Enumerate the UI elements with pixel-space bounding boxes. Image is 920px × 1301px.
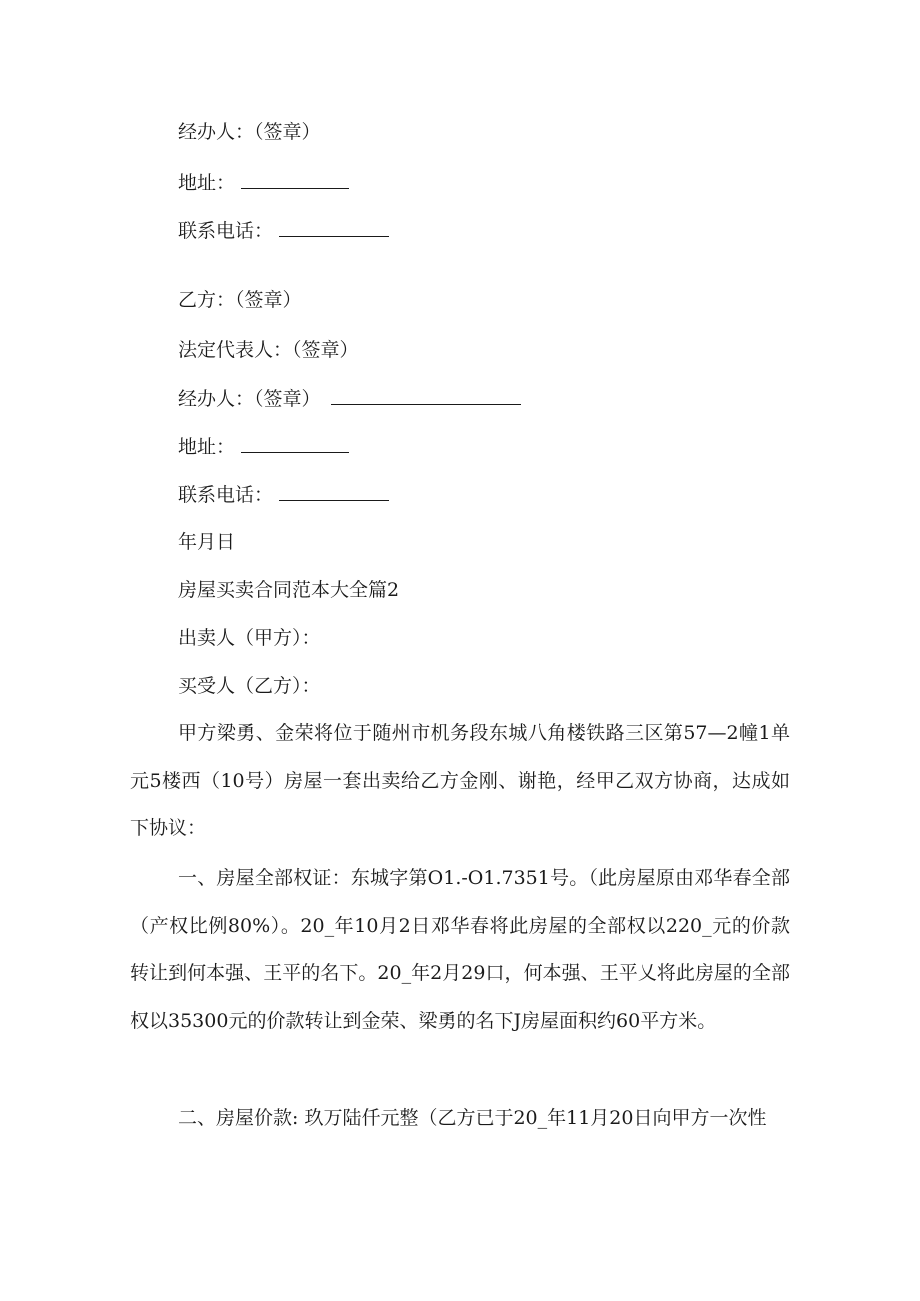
party-b-handler-blank: [331, 386, 521, 405]
intro-paragraph: 甲方梁勇、金荣将位于随州市机务段东城八角楼铁路三区第57—2幢1单元5楼西（10号）房屋一套出卖给乙方金刚、谢艳，经甲乙双方协商，达成如下协议：: [130, 722, 790, 839]
party-b-address-blank: [241, 434, 349, 453]
party-b-phone-line: [178, 482, 389, 507]
party-b-phone-label: 联系电话：: [178, 484, 274, 506]
party-a-handler-line: [178, 120, 321, 144]
party-b-handler-line: [178, 386, 521, 411]
section-title: 房屋买卖合同范本大全篇2: [178, 579, 400, 601]
party-a-phone-blank: [279, 218, 389, 237]
clause-2-paragraph: 二、房屋价款: 玖万陆仟元整（乙方已于20_年11月20日向甲方一次性: [178, 1107, 767, 1129]
party-b-legal-rep-line: [178, 338, 359, 362]
clause-1-paragraph: 一、房屋全部权证：东城字第O1.-O1.7351号。（此房屋原由邓华春全部（产权比例80%）。20_年10月2日邓华春将此房屋的全部权以220_元的价款转让到何本强、王平的名下。20_年2月29口，何本强、王平乂将此房屋的全部权以35300元的价款转让到金荣、梁勇的名下J房屋面积约60平方米。: [130, 867, 790, 1032]
party-b-handler-label: 经办人：（签章）: [178, 388, 321, 410]
party-b-address-label: 地址：: [178, 436, 236, 458]
party-b-heading-line: [178, 288, 302, 312]
party-a-address-blank: [241, 170, 349, 189]
buyer-label: 买受人（乙方）：: [178, 675, 321, 697]
party-a-handler-label: 经办人：（签章）: [178, 121, 321, 143]
party-a-address-label: 地址：: [178, 172, 236, 194]
date-line: [178, 530, 235, 554]
buyer-line: [178, 674, 321, 698]
party-a-phone-label: 联系电话：: [178, 220, 274, 242]
seller-label: 出卖人（甲方）：: [178, 627, 321, 649]
party-a-phone-line: [178, 218, 389, 243]
section-title-line: [178, 578, 399, 602]
party-b-legal-rep-label: 法定代表人：（签章）: [178, 339, 359, 361]
party-a-address-line: [178, 170, 349, 195]
party-b-phone-blank: [279, 482, 389, 501]
date-text: 年月日: [178, 531, 236, 553]
party-b-heading: 乙方：（签章）: [178, 289, 302, 311]
party-b-address-line: [178, 434, 349, 459]
seller-line: [178, 626, 321, 650]
